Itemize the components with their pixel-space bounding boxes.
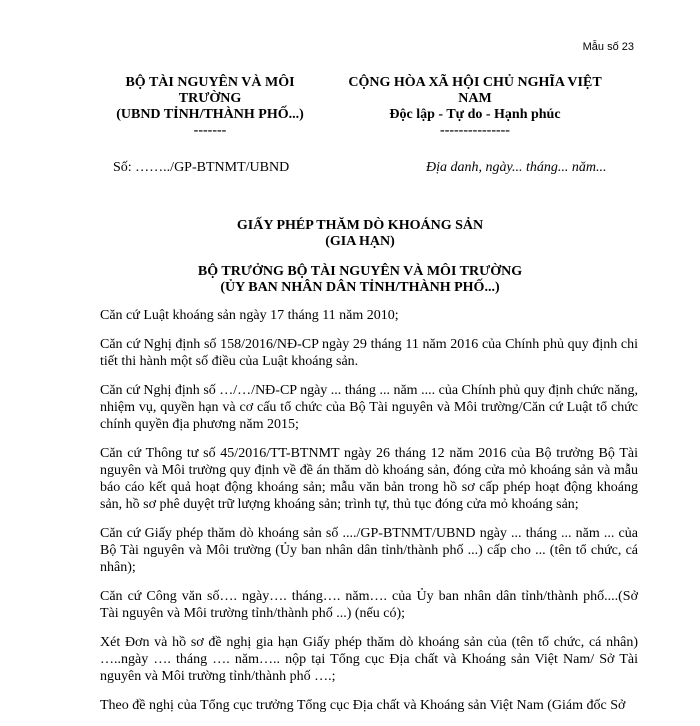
document-title [60, 218, 660, 296]
ministry-header [95, 75, 325, 139]
paragraph: Xét Đơn và hồ sơ đề nghị gia hạn Giấy phép thăm dò khoáng sản của (tên tổ chức, cá nhân) …..ngày …. tháng …. năm….. nộp tại Tổng cục Địa chất và Khoáng sản Việt Nam/ Sở Tài nguyên và Môi trường tỉnh/thành phố ….; [100, 635, 638, 684]
title-line1: GIẤY PHÉP THĂM DÒ KHOÁNG SẢN [236, 218, 484, 233]
nation-divider: --------------- [440, 123, 510, 138]
paragraph: Căn cứ Nghị định số 158/2016/NĐ-CP ngày 29 tháng 11 năm 2016 của Chính phủ quy định chi tiết thi hành một số điều của Luật khoáng sản. [100, 337, 638, 369]
paragraph: Căn cứ Thông tư số 45/2016/TT-BTNMT ngày 26 tháng 12 năm 2016 của Bộ trưởng Bộ Tài nguyên và Môi trường quy định về đề án thăm dò khoáng sản, đóng cửa mỏ khoáng sản và mẫu báo cáo kết quả hoạt động khoáng sản; mẫu văn bản trong hồ sơ cấp phép hoạt động khoáng sản, hồ sơ phê duyệt trữ lượng khoáng sản; trình tự, thủ tục đóng cửa mỏ khoáng sản; [100, 446, 638, 512]
paragraph: Theo đề nghị của Tổng cục trưởng Tổng cục Địa chất và Khoáng sản Việt Nam (Giám đốc Sở [100, 698, 626, 713]
form-number: Mẫu số 23 [582, 41, 634, 53]
paragraph: Căn cứ Luật khoáng sản ngày 17 tháng 11 năm 2010; [100, 308, 399, 323]
nation-header [320, 75, 630, 139]
paragraph: Căn cứ Công văn số…. ngày…. tháng…. năm…. của Ủy ban nhân dân tỉnh/thành phố....(Sở Tài nguyên và Môi trường tỉnh/thành phố ...) (nếu có); [100, 589, 638, 621]
ministry-line3: (UBND TỈNH/THÀNH PHỐ...) [116, 107, 304, 122]
ministry-line1: BỘ TÀI NGUYÊN VÀ MÔI [125, 75, 295, 90]
nation-line2: NAM [458, 91, 492, 106]
place-date: Địa danh, ngày... tháng... năm... [426, 160, 607, 175]
title-line3: BỘ TRƯỞNG BỘ TÀI NGUYÊN VÀ MÔI TRƯỜNG [197, 264, 523, 279]
paragraph: Căn cứ Nghị định số …/…/NĐ-CP ngày ... tháng ... năm .... của Chính phủ quy định chức năng, nhiệm vụ, quyền hạn và cơ cấu tổ chức của Bộ Tài nguyên và Môi trường/Căn cứ Luật tổ chức chính quyền địa phương năm 2015; [100, 383, 638, 432]
nation-motto: Độc lập - Tự do - Hạnh phúc [389, 107, 561, 122]
title-line4: (ỦY BAN NHÂN DÂN TỈNH/THÀNH PHỐ...) [220, 280, 500, 295]
nation-line1: CỘNG HÒA XÃ HỘI CHỦ NGHĨA VIỆT [348, 75, 602, 90]
title-line2: (GIA HẠN) [325, 234, 395, 249]
ministry-line2: TRƯỜNG [178, 91, 242, 106]
document-number: Số: ……../GP-BTNMT/UBND [113, 160, 290, 175]
document-body [100, 307, 638, 726]
ministry-divider: ------- [193, 123, 227, 138]
paragraph: Căn cứ Giấy phép thăm dò khoáng sản số ..../GP-BTNMT/UBND ngày ... tháng ... năm ... của Bộ Tài nguyên và Môi trường (Ủy ban nhân dân tỉnh/thành phố ...) cấp cho ... (tên tổ chức, cá nhân); [100, 526, 638, 575]
